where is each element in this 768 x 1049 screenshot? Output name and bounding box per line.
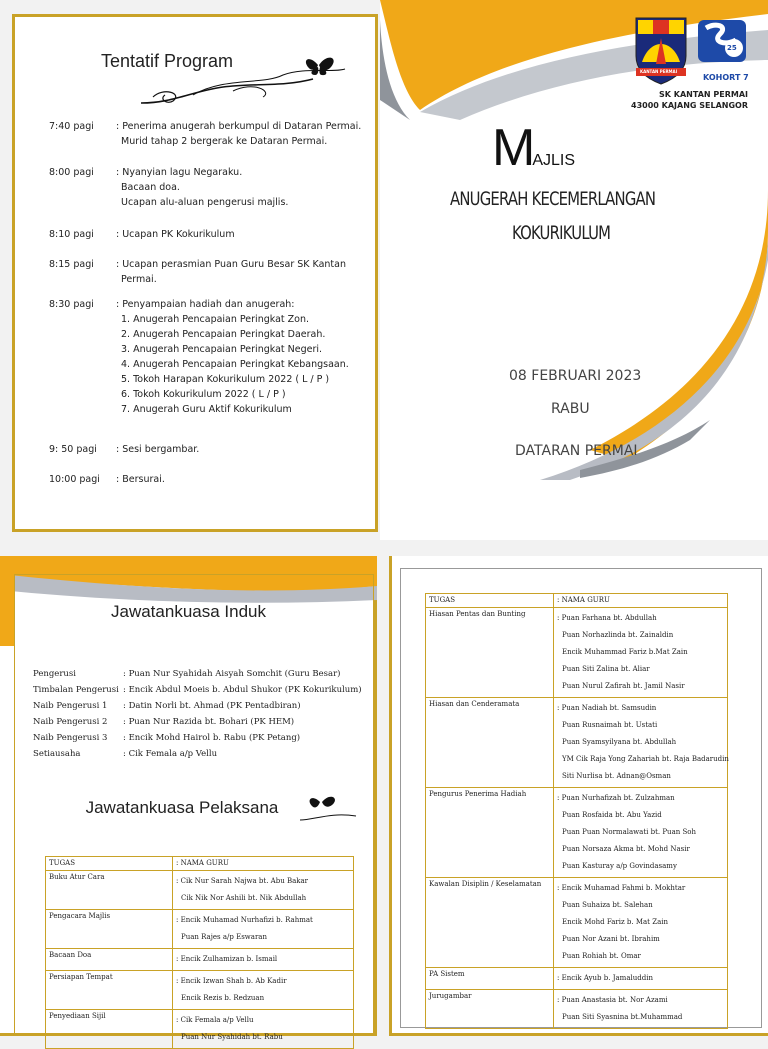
induk-name: : Cik Femala a/p Vellu (123, 749, 218, 759)
program-time: 10:00 pagi (49, 474, 100, 485)
school-name: SK KANTAN PERMAI (659, 90, 748, 99)
teacher-name: Puan Suhaiza bt. Salehan (562, 901, 653, 909)
tugas-panel (389, 556, 768, 1036)
teacher-name: : Encik Ayub b. Jamaluddin (557, 974, 653, 982)
program-line: 6. Tokoh Kokurikulum 2022 ( L / P ) (121, 389, 286, 400)
teacher-name: : Encik Muhamad Fahmi b. Mokhtar (557, 884, 686, 892)
program-line: : Penyampaian hadiah dan anugerah: (116, 299, 295, 310)
butterfly-flourish-icon (300, 792, 358, 826)
teacher-name: : Puan Farhana bt. Abdullah (557, 614, 657, 622)
table-row (46, 971, 354, 1010)
teacher-name: : Puan Nadiah bt. Samsudin (557, 704, 657, 712)
badge-number: 25 (727, 44, 737, 52)
committee-panel (0, 556, 377, 1041)
tugas-table (425, 593, 728, 1029)
program-line: 1. Anugerah Pencapaian Peringkat Zon. (121, 314, 310, 325)
pelaksana-task: Buku Atur Cara (46, 871, 173, 910)
teacher-name: Puan Nurul Zafirah bt. Jamil Nasir (562, 682, 685, 690)
induk-member (33, 730, 373, 746)
teacher-name: Encik Mohd Fariz b. Mat Zain (562, 918, 668, 926)
teacher-name: Cik Nik Nor Ashili bt. Nik Abdullah (181, 894, 307, 902)
tugas-header-row (426, 594, 728, 608)
tugas-task: Hiasan dan Cenderamata (426, 698, 554, 788)
program-time: 7:40 pagi (49, 121, 94, 132)
table-row (426, 968, 728, 990)
tugas-teachers (554, 878, 728, 968)
program-time: 8:15 pagi (49, 259, 94, 270)
induk-name: : Puan Nur Syahidah Aisyah Somchit (Guru Besar) (123, 669, 341, 679)
program-line: : Nyanyian lagu Negaraku. (116, 167, 243, 178)
induk-member (33, 682, 373, 698)
teacher-name: : Encik Zulhamizan b. Ismail (176, 955, 278, 963)
tugas-task: Hiasan Pentas dan Bunting (426, 608, 554, 698)
pelaksana-task: Bacaan Doa (46, 949, 173, 971)
tugas-teachers (554, 608, 728, 698)
induk-member (33, 698, 373, 714)
induk-role: Pengerusi (33, 669, 76, 679)
teacher-name: : Puan Anastasia bt. Nor Azami (557, 996, 668, 1004)
cover-panel (380, 0, 768, 540)
program-line: : Ucapan perasmian Puan Guru Besar SK Kantan (116, 259, 347, 270)
teacher-name: Encik Muhammad Fariz b.Mat Zain (562, 648, 688, 656)
event-title-line2: KOKURIKULUM (512, 222, 611, 244)
teacher-name: Puan Norhazlinda bt. Zainaldin (562, 631, 674, 639)
kohort-label: KOHORT 7 (703, 73, 749, 82)
program-line: Murid tahap 2 bergerak ke Dataran Permai. (121, 136, 328, 147)
tugas-teachers (554, 698, 728, 788)
program-line: Permai. (121, 274, 157, 285)
teacher-name: Puan Rohiah bt. Omar (562, 952, 641, 960)
induk-member (33, 714, 373, 730)
induk-role: Naib Pengerusi 2 (33, 717, 108, 727)
teacher-name: YM Cik Raja Yong Zahariah bt. Raja Badarudin (562, 755, 729, 763)
tugas-teachers (554, 788, 728, 878)
induk-role: Naib Pengerusi 3 (33, 733, 108, 743)
program-description (116, 472, 365, 487)
butterfly-flourish-icon (133, 47, 353, 109)
induk-title: Jawatankuasa Induk (111, 602, 266, 621)
teacher-name: Puan Rusnaimah bt. Ustati (562, 721, 658, 729)
program-line: 3. Anugerah Pencapaian Peringkat Negeri. (121, 344, 323, 355)
teacher-name: : Cik Femala a/p Vellu (176, 1016, 254, 1024)
program-line: Ucapan alu-aluan pengerusi majlis. (121, 197, 289, 208)
induk-name: : Encik Mohd Hairol b. Rabu (PK Petang) (123, 733, 301, 743)
program-description (116, 119, 365, 149)
program-description (116, 442, 365, 457)
tugas-teachers (554, 968, 728, 990)
teacher-name: Puan Norsaza Akma bt. Mohd Nasir (562, 845, 690, 853)
teacher-name: : Encik Izwan Shah b. Ab Kadir (176, 977, 287, 985)
table-row (46, 1010, 354, 1049)
program-line: : Sesi bergambar. (116, 444, 200, 455)
program-line: 2. Anugerah Pencapaian Peringkat Daerah. (121, 329, 326, 340)
pelaksana-header-task: TUGAS (46, 857, 173, 871)
table-row (426, 878, 728, 968)
induk-role: Naib Pengerusi 1 (33, 701, 108, 711)
teacher-name: Encik Rezis b. Redzuan (181, 994, 265, 1002)
pelaksana-header-teacher: : NAMA GURU (173, 857, 354, 871)
pelaksana-task: Pengacara Majlis (46, 910, 173, 949)
program-line: 4. Anugerah Pencapaian Peringkat Kebangsaan. (121, 359, 349, 370)
induk-role: Timbalan Pengerusi (33, 685, 119, 695)
table-row (46, 871, 354, 910)
program-panel (12, 14, 378, 532)
induk-member (33, 746, 373, 762)
program-line: Bacaan doa. (121, 182, 180, 193)
pelaksana-teachers (173, 910, 354, 949)
teacher-name: Siti Nurlisa bt. Adnan@Osman (562, 772, 671, 780)
kohort-badge-icon (696, 18, 748, 68)
pelaksana-task: Persiapan Tempat (46, 971, 173, 1010)
table-row (426, 788, 728, 878)
program-line: : Bersurai. (116, 474, 165, 485)
program-time: 9: 50 pagi (49, 444, 97, 455)
event-venue: DATARAN PERMAI (515, 443, 638, 459)
induk-name: : Datin Norli bt. Ahmad (PK Pentadbiran) (123, 701, 301, 711)
induk-name: : Puan Nur Razida bt. Bohari (PK HEM) (123, 717, 295, 727)
program-line: : Ucapan PK Kokurikulum (116, 229, 235, 240)
table-row (46, 910, 354, 949)
teacher-name: Puan Puan Normalawati bt. Puan Soh (562, 828, 696, 836)
pelaksana-title: Jawatankuasa Pelaksana (85, 798, 279, 817)
pelaksana-teachers (173, 971, 354, 1010)
school-address: 43000 KAJANG SELANGOR (631, 101, 748, 110)
program-description (116, 165, 365, 210)
program-description (116, 297, 365, 417)
tugas-task: Pengurus Penerima Hadiah (426, 788, 554, 878)
tugas-task: Kawalan Disiplin / Keselamatan (426, 878, 554, 968)
program-time: 8:30 pagi (49, 299, 94, 310)
tugas-header-task: TUGAS (426, 594, 554, 608)
table-row (426, 698, 728, 788)
tugas-task: PA Sistem (426, 968, 554, 990)
table-row (46, 949, 354, 971)
induk-name: : Encik Abdul Moeis b. Abdul Shukor (PK Kokurikulum) (123, 685, 362, 695)
teacher-name: : Cik Nur Sarah Najwa bt. Abu Bakar (176, 877, 309, 885)
program-title: Tentatif Program (101, 51, 234, 71)
pelaksana-table (45, 856, 354, 1049)
majlis-heading (492, 118, 575, 178)
tugas-header-teacher: : NAMA GURU (554, 594, 728, 608)
teacher-name: Puan Nor Azani bt. Ibrahim (562, 935, 660, 943)
pelaksana-task: Penyediaan Sijil (46, 1010, 173, 1049)
teacher-name: Puan Rosfaida bt. Abu Yazid (562, 811, 662, 819)
tugas-teachers (554, 990, 728, 1029)
pelaksana-teachers (173, 949, 354, 971)
teacher-name: Puan Siti Syasnina bt.Muhammad (562, 1013, 683, 1021)
teacher-name: : Encik Muhamad Nurhafizi b. Rahmat (176, 916, 313, 924)
majlis-m: M (492, 119, 533, 177)
program-description (116, 257, 365, 287)
teacher-name: Puan Syamsyilyana bt. Abdullah (562, 738, 677, 746)
event-title-line1: ANUGERAH KECEMERLANGAN (450, 188, 656, 210)
table-row (426, 990, 728, 1029)
teacher-name: : Puan Nurhafizah bt. Zulzahman (557, 794, 675, 802)
table-row (426, 608, 728, 698)
pelaksana-teachers (173, 871, 354, 910)
majlis-rest: AJLIS (532, 152, 576, 169)
program-line: 7. Anugerah Guru Aktif Kokurikulum (121, 404, 292, 415)
program-description (116, 227, 365, 242)
induk-member-list (33, 666, 373, 762)
pelaksana-teachers (173, 1010, 354, 1049)
program-time: 8:10 pagi (49, 229, 94, 240)
pelaksana-header-row (46, 857, 354, 871)
teacher-name: Puan Rajes a/p Eswaran (181, 933, 267, 941)
school-logo-icon (632, 16, 690, 86)
induk-member (33, 666, 373, 682)
tugas-task: Jurugambar (426, 990, 554, 1029)
induk-role: Setiausaha (33, 749, 81, 759)
event-date: 08 FEBRUARI 2023 (509, 368, 642, 384)
program-line: : Penerima anugerah berkumpul di Dataran Permai. (116, 121, 362, 132)
teacher-name: Puan Nur Syahidah bt. Rabu (181, 1033, 283, 1041)
teacher-name: Puan Siti Zalina bt. Aliar (562, 665, 650, 673)
event-day: RABU (551, 401, 590, 417)
program-time: 8:00 pagi (49, 167, 94, 178)
teacher-name: Puan Kasturay a/p Govindasamy (562, 862, 677, 870)
logo-banner-text: KANTAN PERMAI (640, 69, 678, 74)
program-line: 5. Tokoh Harapan Kokurikulum 2022 ( L / P ) (121, 374, 330, 385)
